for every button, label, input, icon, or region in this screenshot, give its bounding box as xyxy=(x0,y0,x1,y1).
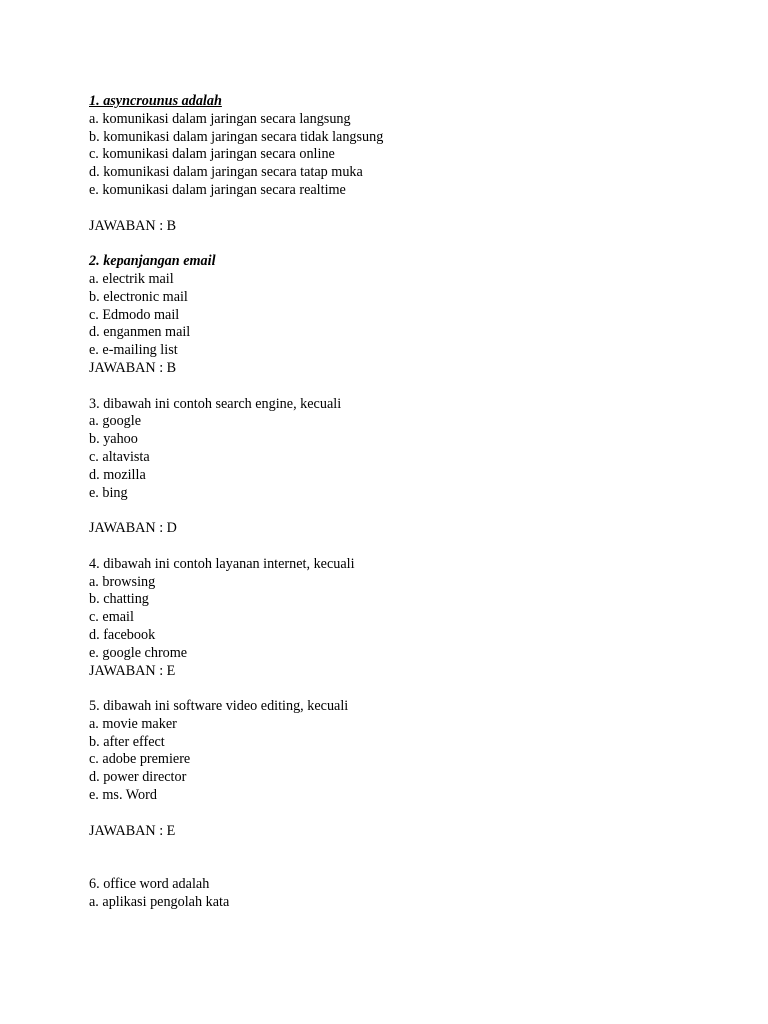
q5-option-e: e. ms. Word xyxy=(89,787,157,804)
question-5: 5. dibawah ini software video editing, kecuali xyxy=(89,698,349,715)
q3-option-a: a. google xyxy=(89,413,142,430)
q3-option-c: c. altavista xyxy=(89,448,150,465)
q4-option-b: b. chatting xyxy=(89,591,149,608)
q4-option-d: d. facebook xyxy=(89,626,156,643)
q2-answer: JAWABAN : B xyxy=(89,359,177,376)
q1-answer: JAWABAN : B xyxy=(89,217,177,234)
question-2: 2. kepanjangan email xyxy=(89,253,216,270)
q3-option-d: d. mozilla xyxy=(89,466,146,483)
q2-option-d: d. enganmen mail xyxy=(89,324,191,341)
question-6: 6. office word adalah xyxy=(89,876,210,893)
q2-option-a: a. electrik mail xyxy=(89,270,174,287)
q3-option-b: b. yahoo xyxy=(89,431,138,448)
question-1: 1. asyncrounus adalah xyxy=(89,93,222,109)
q4-option-e: e. google chrome xyxy=(89,644,188,661)
q5-option-d: d. power director xyxy=(89,769,187,786)
q2-option-e: e. e-mailing list xyxy=(89,342,178,359)
q5-option-a: a. movie maker xyxy=(89,715,177,732)
q6-option-a: a. aplikasi pengolah kata xyxy=(89,893,230,910)
q3-answer: JAWABAN : D xyxy=(89,520,177,537)
q1-option-c: c. komunikasi dalam jaringan secara online xyxy=(89,146,335,163)
q4-option-c: c. email xyxy=(89,609,134,626)
q5-answer: JAWABAN : E xyxy=(89,822,176,839)
q2-option-b: b. electronic mail xyxy=(89,288,188,305)
q2-option-c: c. Edmodo mail xyxy=(89,306,180,323)
q5-option-b: b. after effect xyxy=(89,733,165,750)
q4-answer: JAWABAN : E xyxy=(89,662,176,679)
q1-option-b: b. komunikasi dalam jaringan secara tidak langsung xyxy=(89,128,384,145)
q5-option-c: c. adobe premiere xyxy=(89,751,191,768)
document-page xyxy=(89,93,729,912)
q1-option-d: d. komunikasi dalam jaringan secara tatap muka xyxy=(89,164,363,181)
q4-option-a: a. browsing xyxy=(89,573,156,590)
question-4: 4. dibawah ini contoh layanan internet, kecuali xyxy=(89,555,355,572)
q1-option-e: e. komunikasi dalam jaringan secara realtime xyxy=(89,181,346,198)
question-3: 3. dibawah ini contoh search engine, kecuali xyxy=(89,395,342,412)
q3-option-e: e. bing xyxy=(89,484,128,501)
q1-option-a: a. komunikasi dalam jaringan secara langsung xyxy=(89,110,351,127)
